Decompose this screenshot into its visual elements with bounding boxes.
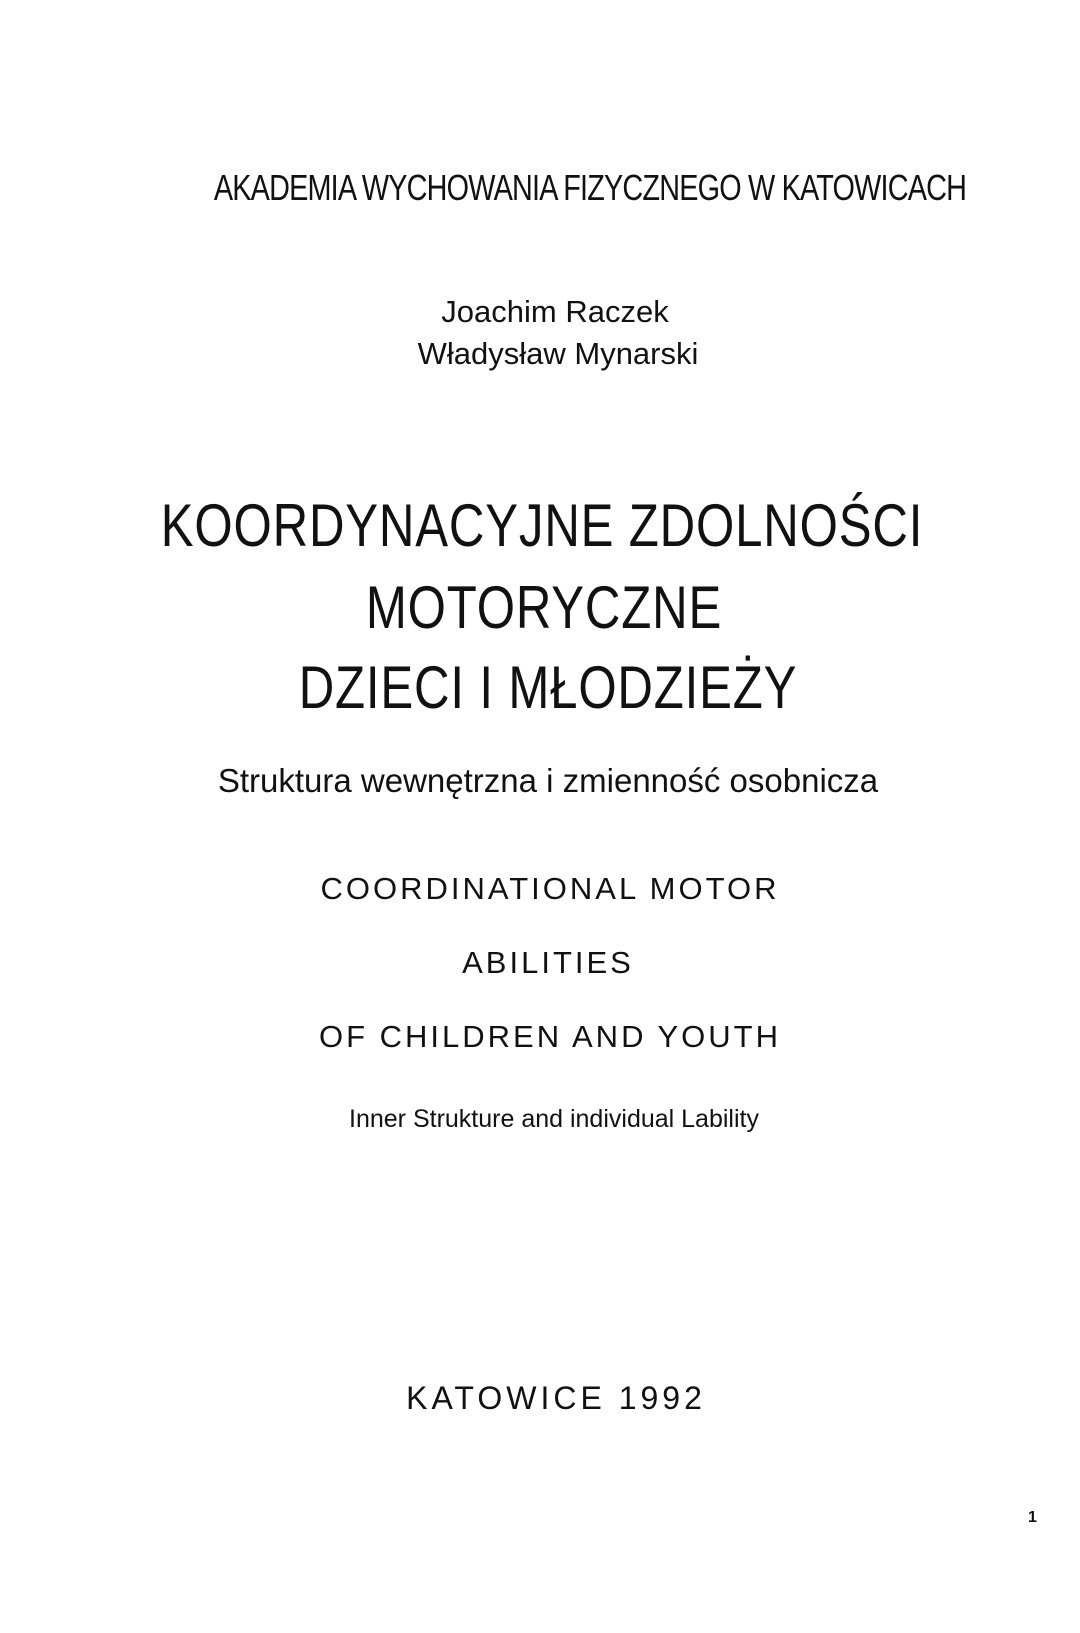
english-title-line: OF CHILDREN AND YOUTH — [318, 1019, 782, 1054]
polish-title-line: KOORDYNACYJNE ZDOLNOŚCI — [160, 492, 924, 559]
polish-title-line: DZIECI I MŁODZIEŻY — [298, 654, 798, 721]
page-number: 1 — [1028, 1509, 1037, 1526]
english-title-line: ABILITIES — [462, 945, 634, 980]
author-name: Joachim Raczek — [441, 294, 669, 329]
institution-name: AKADEMIA WYCHOWANIA FIZYCZNEGO W KATOWICACH — [213, 167, 967, 208]
english-subtitle: Inner Strukture and individual Lability — [349, 1105, 759, 1133]
polish-title-line: MOTORYCZNE — [365, 574, 723, 641]
author-name: Władysław Mynarski — [417, 336, 699, 371]
imprint-place-year: KATOWICE 1992 — [406, 1380, 706, 1416]
polish-subtitle: Struktura wewnętrzna i zmienność osobnicza — [217, 762, 879, 799]
english-title-line: COORDINATIONAL MOTOR — [320, 871, 780, 906]
